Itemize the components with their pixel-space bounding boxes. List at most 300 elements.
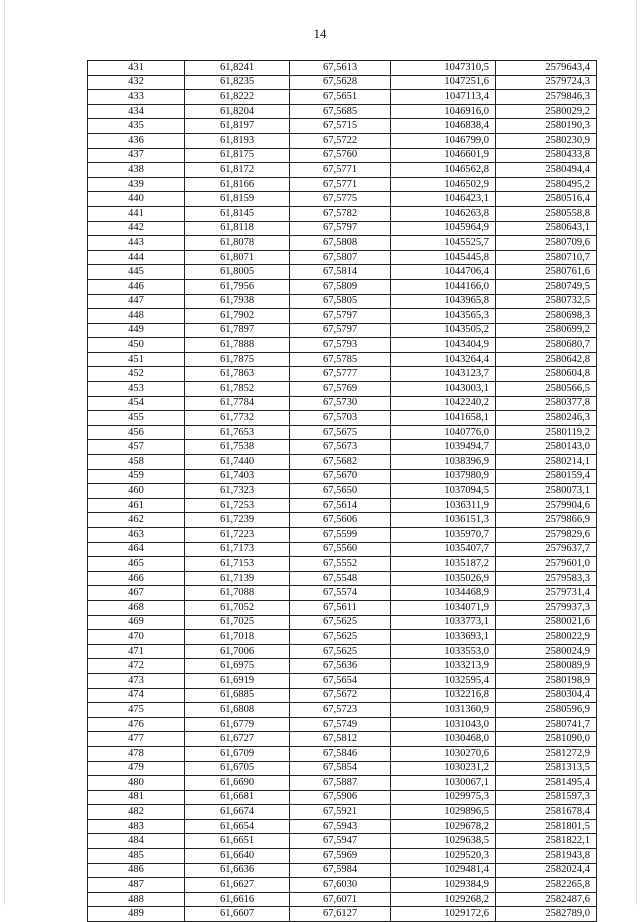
latitude-cell: 61,6975 xyxy=(185,659,290,674)
longitude-cell: 67,5812 xyxy=(290,732,391,747)
x-coordinate-cell: 1037094,5 xyxy=(391,484,496,499)
longitude-cell: 67,5921 xyxy=(290,805,391,820)
point-number-cell: 474 xyxy=(88,688,185,703)
latitude-cell: 61,6727 xyxy=(185,732,290,747)
point-number-cell: 450 xyxy=(88,338,185,353)
x-coordinate-cell: 1035187,2 xyxy=(391,557,496,572)
point-number-cell: 471 xyxy=(88,644,185,659)
y-coordinate-cell: 2580604,8 xyxy=(496,367,597,382)
point-number-cell: 459 xyxy=(88,469,185,484)
table-row xyxy=(88,61,597,76)
latitude-cell: 61,7223 xyxy=(185,528,290,543)
point-number-cell: 445 xyxy=(88,265,185,280)
y-coordinate-cell: 2579643,4 xyxy=(496,61,597,76)
x-coordinate-cell: 1046601,9 xyxy=(391,148,496,163)
longitude-cell: 67,5723 xyxy=(290,703,391,718)
y-coordinate-cell: 2580761,6 xyxy=(496,265,597,280)
x-coordinate-cell: 1043404,9 xyxy=(391,338,496,353)
longitude-cell: 67,5984 xyxy=(290,863,391,878)
latitude-cell: 61,7852 xyxy=(185,382,290,397)
x-coordinate-cell: 1046916,0 xyxy=(391,104,496,119)
point-number-cell: 467 xyxy=(88,586,185,601)
point-number-cell: 480 xyxy=(88,776,185,791)
point-number-cell: 476 xyxy=(88,717,185,732)
x-coordinate-cell: 1036151,3 xyxy=(391,513,496,528)
point-number-cell: 487 xyxy=(88,878,185,893)
latitude-cell: 61,8118 xyxy=(185,221,290,236)
table-row xyxy=(88,703,597,718)
longitude-cell: 67,5771 xyxy=(290,163,391,178)
y-coordinate-cell: 2580710,7 xyxy=(496,250,597,265)
table-row xyxy=(88,104,597,119)
point-number-cell: 488 xyxy=(88,892,185,907)
latitude-cell: 61,7239 xyxy=(185,513,290,528)
table-row xyxy=(88,440,597,455)
point-number-cell: 435 xyxy=(88,119,185,134)
y-coordinate-cell: 2580089,9 xyxy=(496,659,597,674)
y-coordinate-cell: 2580558,8 xyxy=(496,206,597,221)
latitude-cell: 61,6674 xyxy=(185,805,290,820)
longitude-cell: 67,5887 xyxy=(290,776,391,791)
point-number-cell: 479 xyxy=(88,761,185,776)
x-coordinate-cell: 1045964,9 xyxy=(391,221,496,236)
longitude-cell: 67,5777 xyxy=(290,367,391,382)
longitude-cell: 67,5854 xyxy=(290,761,391,776)
latitude-cell: 61,8159 xyxy=(185,192,290,207)
table-row xyxy=(88,790,597,805)
y-coordinate-cell: 2581272,9 xyxy=(496,746,597,761)
table-row xyxy=(88,630,597,645)
longitude-cell: 67,5808 xyxy=(290,236,391,251)
longitude-cell: 67,5614 xyxy=(290,498,391,513)
y-coordinate-cell: 2580022,9 xyxy=(496,630,597,645)
latitude-cell: 61,7875 xyxy=(185,352,290,367)
latitude-cell: 61,8078 xyxy=(185,236,290,251)
table-row xyxy=(88,206,597,221)
point-number-cell: 472 xyxy=(88,659,185,674)
x-coordinate-cell: 1029678,2 xyxy=(391,819,496,834)
x-coordinate-cell: 1031360,9 xyxy=(391,703,496,718)
latitude-cell: 61,6709 xyxy=(185,746,290,761)
x-coordinate-cell: 1047310,5 xyxy=(391,61,496,76)
x-coordinate-cell: 1045525,7 xyxy=(391,236,496,251)
y-coordinate-cell: 2580377,8 xyxy=(496,396,597,411)
table-row xyxy=(88,75,597,90)
y-coordinate-cell: 2580246,3 xyxy=(496,411,597,426)
latitude-cell: 61,6607 xyxy=(185,907,290,922)
longitude-cell: 67,5782 xyxy=(290,206,391,221)
x-coordinate-cell: 1032216,8 xyxy=(391,688,496,703)
table-row xyxy=(88,163,597,178)
longitude-cell: 67,5703 xyxy=(290,411,391,426)
x-coordinate-cell: 1043565,3 xyxy=(391,309,496,324)
latitude-cell: 61,7006 xyxy=(185,644,290,659)
y-coordinate-cell: 2580698,3 xyxy=(496,309,597,324)
longitude-cell: 67,5797 xyxy=(290,221,391,236)
latitude-cell: 61,6681 xyxy=(185,790,290,805)
y-coordinate-cell: 2582789,0 xyxy=(496,907,597,922)
x-coordinate-cell: 1046263,8 xyxy=(391,206,496,221)
y-coordinate-cell: 2580566,5 xyxy=(496,382,597,397)
latitude-cell: 61,7902 xyxy=(185,309,290,324)
longitude-cell: 67,5769 xyxy=(290,382,391,397)
longitude-cell: 67,5682 xyxy=(290,455,391,470)
table-row xyxy=(88,513,597,528)
y-coordinate-cell: 2581822,1 xyxy=(496,834,597,849)
latitude-cell: 61,8241 xyxy=(185,61,290,76)
y-coordinate-cell: 2580643,1 xyxy=(496,221,597,236)
longitude-cell: 67,5805 xyxy=(290,294,391,309)
y-coordinate-cell: 2580021,6 xyxy=(496,615,597,630)
table-row xyxy=(88,673,597,688)
x-coordinate-cell: 1040776,0 xyxy=(391,425,496,440)
y-coordinate-cell: 2582024,4 xyxy=(496,863,597,878)
table-row xyxy=(88,571,597,586)
latitude-cell: 61,8175 xyxy=(185,148,290,163)
longitude-cell: 67,5797 xyxy=(290,309,391,324)
table-row xyxy=(88,878,597,893)
longitude-cell: 67,5599 xyxy=(290,528,391,543)
table-row xyxy=(88,192,597,207)
y-coordinate-cell: 2580495,2 xyxy=(496,177,597,192)
longitude-cell: 67,5673 xyxy=(290,440,391,455)
latitude-cell: 61,8166 xyxy=(185,177,290,192)
y-coordinate-cell: 2579724,3 xyxy=(496,75,597,90)
x-coordinate-cell: 1035407,7 xyxy=(391,542,496,557)
x-coordinate-cell: 1042240,2 xyxy=(391,396,496,411)
y-coordinate-cell: 2580749,5 xyxy=(496,279,597,294)
coordinates-table xyxy=(87,60,597,922)
longitude-cell: 67,6030 xyxy=(290,878,391,893)
longitude-cell: 67,5625 xyxy=(290,615,391,630)
latitude-cell: 61,8005 xyxy=(185,265,290,280)
point-number-cell: 483 xyxy=(88,819,185,834)
x-coordinate-cell: 1044166,0 xyxy=(391,279,496,294)
table-row xyxy=(88,352,597,367)
point-number-cell: 441 xyxy=(88,206,185,221)
coordinates-table-body xyxy=(88,61,597,922)
latitude-cell: 61,7025 xyxy=(185,615,290,630)
latitude-cell: 61,8071 xyxy=(185,250,290,265)
longitude-cell: 67,5906 xyxy=(290,790,391,805)
point-number-cell: 452 xyxy=(88,367,185,382)
x-coordinate-cell: 1034468,9 xyxy=(391,586,496,601)
y-coordinate-cell: 2580214,1 xyxy=(496,455,597,470)
x-coordinate-cell: 1033693,1 xyxy=(391,630,496,645)
longitude-cell: 67,5548 xyxy=(290,571,391,586)
latitude-cell: 61,7253 xyxy=(185,498,290,513)
y-coordinate-cell: 2579904,6 xyxy=(496,498,597,513)
latitude-cell: 61,8172 xyxy=(185,163,290,178)
x-coordinate-cell: 1033553,0 xyxy=(391,644,496,659)
x-coordinate-cell: 1029638,5 xyxy=(391,834,496,849)
table-row xyxy=(88,177,597,192)
point-number-cell: 449 xyxy=(88,323,185,338)
y-coordinate-cell: 2581597,3 xyxy=(496,790,597,805)
x-coordinate-cell: 1041658,1 xyxy=(391,411,496,426)
table-row xyxy=(88,732,597,747)
longitude-cell: 67,5722 xyxy=(290,133,391,148)
table-row xyxy=(88,309,597,324)
latitude-cell: 61,7323 xyxy=(185,484,290,499)
table-row xyxy=(88,250,597,265)
longitude-cell: 67,5560 xyxy=(290,542,391,557)
y-coordinate-cell: 2581801,5 xyxy=(496,819,597,834)
point-number-cell: 485 xyxy=(88,849,185,864)
x-coordinate-cell: 1046502,9 xyxy=(391,177,496,192)
table-row xyxy=(88,528,597,543)
x-coordinate-cell: 1043965,8 xyxy=(391,294,496,309)
table-row xyxy=(88,498,597,513)
longitude-cell: 67,5574 xyxy=(290,586,391,601)
latitude-cell: 61,7139 xyxy=(185,571,290,586)
point-number-cell: 443 xyxy=(88,236,185,251)
point-number-cell: 447 xyxy=(88,294,185,309)
table-row xyxy=(88,557,597,572)
table-row xyxy=(88,469,597,484)
y-coordinate-cell: 2580433,8 xyxy=(496,148,597,163)
point-number-cell: 458 xyxy=(88,455,185,470)
x-coordinate-cell: 1029520,3 xyxy=(391,849,496,864)
latitude-cell: 61,8193 xyxy=(185,133,290,148)
y-coordinate-cell: 2581678,4 xyxy=(496,805,597,820)
latitude-cell: 61,7018 xyxy=(185,630,290,645)
latitude-cell: 61,7732 xyxy=(185,411,290,426)
point-number-cell: 439 xyxy=(88,177,185,192)
table-row xyxy=(88,805,597,820)
longitude-cell: 67,5785 xyxy=(290,352,391,367)
point-number-cell: 489 xyxy=(88,907,185,922)
x-coordinate-cell: 1029384,9 xyxy=(391,878,496,893)
table-row xyxy=(88,382,597,397)
x-coordinate-cell: 1046423,1 xyxy=(391,192,496,207)
x-coordinate-cell: 1045445,8 xyxy=(391,250,496,265)
point-number-cell: 431 xyxy=(88,61,185,76)
table-row xyxy=(88,294,597,309)
point-number-cell: 475 xyxy=(88,703,185,718)
table-row xyxy=(88,265,597,280)
table-row xyxy=(88,717,597,732)
point-number-cell: 461 xyxy=(88,498,185,513)
longitude-cell: 67,5675 xyxy=(290,425,391,440)
longitude-cell: 67,5606 xyxy=(290,513,391,528)
table-row xyxy=(88,455,597,470)
table-row xyxy=(88,863,597,878)
longitude-cell: 67,5552 xyxy=(290,557,391,572)
y-coordinate-cell: 2580198,9 xyxy=(496,673,597,688)
point-number-cell: 466 xyxy=(88,571,185,586)
longitude-cell: 67,5654 xyxy=(290,673,391,688)
longitude-cell: 67,5771 xyxy=(290,177,391,192)
latitude-cell: 61,7784 xyxy=(185,396,290,411)
latitude-cell: 61,6616 xyxy=(185,892,290,907)
latitude-cell: 61,6690 xyxy=(185,776,290,791)
table-row xyxy=(88,776,597,791)
longitude-cell: 67,5730 xyxy=(290,396,391,411)
table-row xyxy=(88,586,597,601)
point-number-cell: 455 xyxy=(88,411,185,426)
x-coordinate-cell: 1047251,6 xyxy=(391,75,496,90)
point-number-cell: 437 xyxy=(88,148,185,163)
x-coordinate-cell: 1038396,9 xyxy=(391,455,496,470)
table-row xyxy=(88,236,597,251)
y-coordinate-cell: 2579731,4 xyxy=(496,586,597,601)
longitude-cell: 67,5651 xyxy=(290,90,391,105)
y-coordinate-cell: 2580741,7 xyxy=(496,717,597,732)
latitude-cell: 61,6627 xyxy=(185,878,290,893)
table-row xyxy=(88,338,597,353)
table-row xyxy=(88,133,597,148)
x-coordinate-cell: 1043505,2 xyxy=(391,323,496,338)
latitude-cell: 61,7440 xyxy=(185,455,290,470)
x-coordinate-cell: 1043264,4 xyxy=(391,352,496,367)
longitude-cell: 67,5793 xyxy=(290,338,391,353)
longitude-cell: 67,5636 xyxy=(290,659,391,674)
y-coordinate-cell: 2580642,8 xyxy=(496,352,597,367)
longitude-cell: 67,6127 xyxy=(290,907,391,922)
point-number-cell: 446 xyxy=(88,279,185,294)
point-number-cell: 456 xyxy=(88,425,185,440)
latitude-cell: 61,7052 xyxy=(185,600,290,615)
y-coordinate-cell: 2580304,4 xyxy=(496,688,597,703)
latitude-cell: 61,8204 xyxy=(185,104,290,119)
point-number-cell: 482 xyxy=(88,805,185,820)
latitude-cell: 61,8197 xyxy=(185,119,290,134)
x-coordinate-cell: 1035970,7 xyxy=(391,528,496,543)
point-number-cell: 442 xyxy=(88,221,185,236)
x-coordinate-cell: 1043123,7 xyxy=(391,367,496,382)
latitude-cell: 61,6885 xyxy=(185,688,290,703)
y-coordinate-cell: 2580699,2 xyxy=(496,323,597,338)
table-row xyxy=(88,148,597,163)
longitude-cell: 67,5749 xyxy=(290,717,391,732)
y-coordinate-cell: 2580143,0 xyxy=(496,440,597,455)
longitude-cell: 67,5846 xyxy=(290,746,391,761)
point-number-cell: 469 xyxy=(88,615,185,630)
y-coordinate-cell: 2579829,6 xyxy=(496,528,597,543)
y-coordinate-cell: 2580159,4 xyxy=(496,469,597,484)
table-row xyxy=(88,323,597,338)
y-coordinate-cell: 2579583,3 xyxy=(496,571,597,586)
longitude-cell: 67,5611 xyxy=(290,600,391,615)
point-number-cell: 473 xyxy=(88,673,185,688)
y-coordinate-cell: 2582487,6 xyxy=(496,892,597,907)
longitude-cell: 67,5625 xyxy=(290,630,391,645)
latitude-cell: 61,8235 xyxy=(185,75,290,90)
table-row xyxy=(88,221,597,236)
point-number-cell: 465 xyxy=(88,557,185,572)
latitude-cell: 61,7897 xyxy=(185,323,290,338)
point-number-cell: 448 xyxy=(88,309,185,324)
latitude-cell: 61,8222 xyxy=(185,90,290,105)
y-coordinate-cell: 2580073,1 xyxy=(496,484,597,499)
y-coordinate-cell: 2582265,8 xyxy=(496,878,597,893)
x-coordinate-cell: 1033213,9 xyxy=(391,659,496,674)
table-row xyxy=(88,90,597,105)
scan-edge-right xyxy=(636,0,637,905)
x-coordinate-cell: 1033773,1 xyxy=(391,615,496,630)
x-coordinate-cell: 1031043,0 xyxy=(391,717,496,732)
point-number-cell: 463 xyxy=(88,528,185,543)
table-row xyxy=(88,746,597,761)
longitude-cell: 67,5969 xyxy=(290,849,391,864)
longitude-cell: 67,6071 xyxy=(290,892,391,907)
x-coordinate-cell: 1029481,4 xyxy=(391,863,496,878)
table-row xyxy=(88,367,597,382)
longitude-cell: 67,5625 xyxy=(290,644,391,659)
table-row xyxy=(88,615,597,630)
longitude-cell: 67,5814 xyxy=(290,265,391,280)
y-coordinate-cell: 2580119,2 xyxy=(496,425,597,440)
latitude-cell: 61,7403 xyxy=(185,469,290,484)
point-number-cell: 462 xyxy=(88,513,185,528)
latitude-cell: 61,6779 xyxy=(185,717,290,732)
point-number-cell: 484 xyxy=(88,834,185,849)
longitude-cell: 67,5613 xyxy=(290,61,391,76)
latitude-cell: 61,7173 xyxy=(185,542,290,557)
latitude-cell: 61,6705 xyxy=(185,761,290,776)
x-coordinate-cell: 1036311,9 xyxy=(391,498,496,513)
scan-edge-left xyxy=(4,0,5,905)
y-coordinate-cell: 2580680,7 xyxy=(496,338,597,353)
longitude-cell: 67,5775 xyxy=(290,192,391,207)
latitude-cell: 61,7956 xyxy=(185,279,290,294)
x-coordinate-cell: 1043003,1 xyxy=(391,382,496,397)
point-number-cell: 464 xyxy=(88,542,185,557)
longitude-cell: 67,5807 xyxy=(290,250,391,265)
y-coordinate-cell: 2581495,4 xyxy=(496,776,597,791)
longitude-cell: 67,5760 xyxy=(290,148,391,163)
point-number-cell: 477 xyxy=(88,732,185,747)
y-coordinate-cell: 2580024,9 xyxy=(496,644,597,659)
table-row xyxy=(88,834,597,849)
longitude-cell: 67,5715 xyxy=(290,119,391,134)
y-coordinate-cell: 2579601,0 xyxy=(496,557,597,572)
y-coordinate-cell: 2580596,9 xyxy=(496,703,597,718)
x-coordinate-cell: 1035026,9 xyxy=(391,571,496,586)
table-row xyxy=(88,819,597,834)
x-coordinate-cell: 1029268,2 xyxy=(391,892,496,907)
y-coordinate-cell: 2580190,3 xyxy=(496,119,597,134)
latitude-cell: 61,7863 xyxy=(185,367,290,382)
longitude-cell: 67,5943 xyxy=(290,819,391,834)
latitude-cell: 61,6636 xyxy=(185,863,290,878)
y-coordinate-cell: 2580732,5 xyxy=(496,294,597,309)
latitude-cell: 61,7153 xyxy=(185,557,290,572)
y-coordinate-cell: 2581313,5 xyxy=(496,761,597,776)
latitude-cell: 61,6640 xyxy=(185,849,290,864)
x-coordinate-cell: 1032595,4 xyxy=(391,673,496,688)
y-coordinate-cell: 2580494,4 xyxy=(496,163,597,178)
table-row xyxy=(88,644,597,659)
latitude-cell: 61,8145 xyxy=(185,206,290,221)
x-coordinate-cell: 1030468,0 xyxy=(391,732,496,747)
table-row xyxy=(88,600,597,615)
latitude-cell: 61,6919 xyxy=(185,673,290,688)
table-row xyxy=(88,542,597,557)
x-coordinate-cell: 1046562,8 xyxy=(391,163,496,178)
latitude-cell: 61,7538 xyxy=(185,440,290,455)
y-coordinate-cell: 2580709,6 xyxy=(496,236,597,251)
longitude-cell: 67,5670 xyxy=(290,469,391,484)
point-number-cell: 470 xyxy=(88,630,185,645)
point-number-cell: 432 xyxy=(88,75,185,90)
latitude-cell: 61,6808 xyxy=(185,703,290,718)
y-coordinate-cell: 2581943,8 xyxy=(496,849,597,864)
y-coordinate-cell: 2580029,2 xyxy=(496,104,597,119)
y-coordinate-cell: 2579846,3 xyxy=(496,90,597,105)
table-row xyxy=(88,907,597,922)
